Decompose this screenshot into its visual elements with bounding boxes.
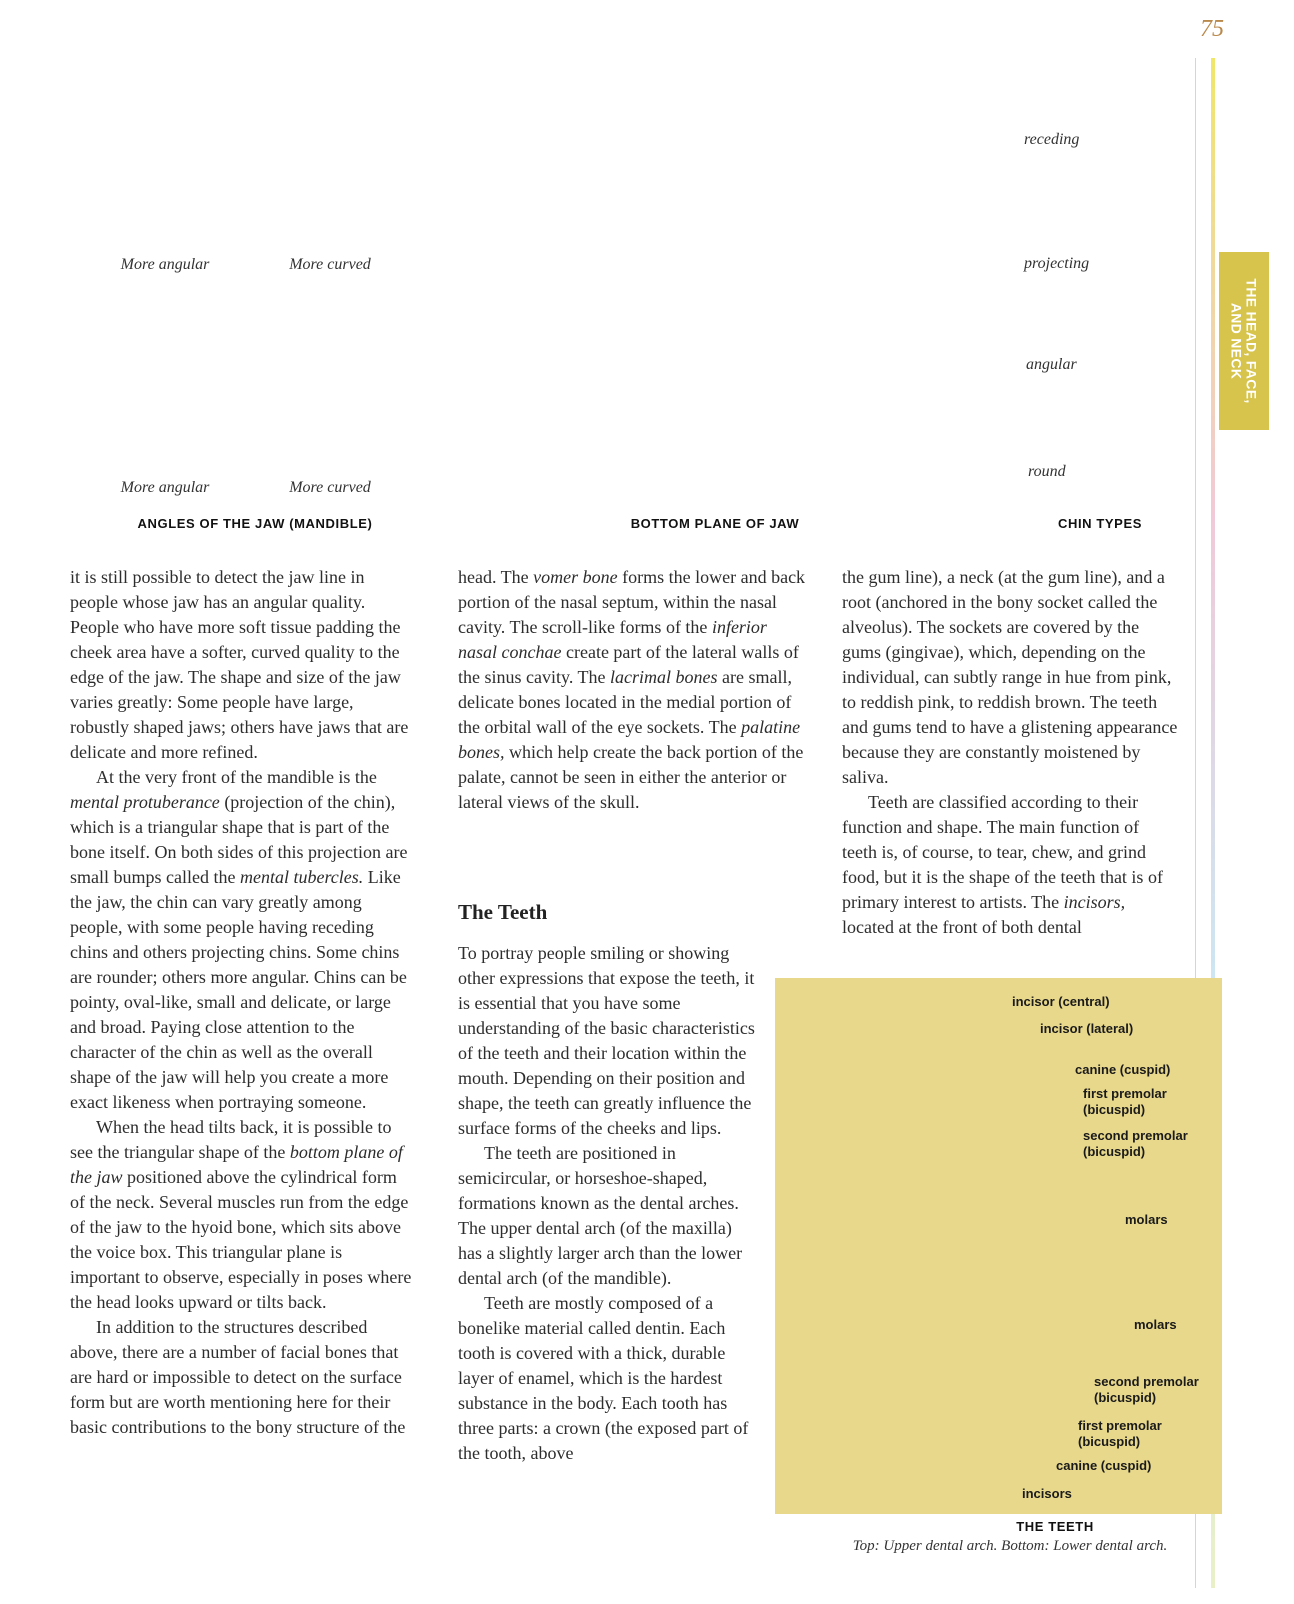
- col1-paragraph-3: When the head tilts back, it is possible to see the triangular shape of the bottom plane of the jaw positioned above the cylindrical form of the neck. Several muscles run from the edge of the jaw to the hyoid bone, which sits above the voice box. This triangular plane is important to observe, especially in poses where the head looks upward or tilts back.: [70, 1117, 412, 1312]
- body-column-3: [842, 565, 1178, 940]
- label-canine-lower: canine (cuspid): [1056, 1458, 1152, 1473]
- section-heading-teeth: The Teeth: [458, 900, 548, 924]
- chin-types-title: CHIN TYPES: [1057, 516, 1142, 531]
- chin-type-projecting: projecting: [1024, 255, 1090, 272]
- arrow-side-angular: [133, 406, 162, 423]
- col3-paragraph-2: Teeth are classified according to their function and shape. The main function of teeth is, of course, to tear, chew, and grind food, but it is the shape of the teeth that is of primary interest to artists. The incisors, located at the front of both dental: [842, 792, 1163, 937]
- label-incisor-central: incisor (central): [1012, 994, 1110, 1009]
- head-side-curved: [266, 300, 395, 470]
- page-number: 75: [1200, 16, 1224, 42]
- jaw-front-curved-label: More curved: [289, 256, 371, 273]
- arrow-front-curved-right: [363, 203, 387, 244]
- teeth-figure-title: THE TEETH: [1016, 1519, 1094, 1534]
- chin-arrow-projecting: [1101, 240, 1126, 252]
- bottom-plane-title: BOTTOM PLANE OF JAW: [630, 516, 800, 531]
- teeth-figure-caption: Top: Upper dental arch. Bottom: Lower dental arch.: [852, 1538, 1168, 1554]
- chin-profile-angular: [1098, 300, 1158, 388]
- jaw-side-curved-label: More curved: [289, 479, 371, 496]
- col2-paragraph-3: The teeth are positioned in semicircular, or horseshoe-shaped, formations known as the dental arches. The upper dental arch (of the maxilla) has a slightly larger arch than the lower dental arch (of the mandible).: [458, 1143, 743, 1288]
- label-first-premolar-lower: first premolar (bicuspid): [1078, 1418, 1162, 1449]
- chin-profile-receding: [1078, 60, 1130, 131]
- label-molars-lower: molars: [1134, 1317, 1177, 1332]
- col1-paragraph-2: At the very front of the mandible is the mental protuberance (projection of the chin), which is a triangular shape that is part of the bone itself. On both sides of this projection are small bumps called the mental tubercles. Like the jaw, the chin can vary greatly among people, with some people having receding chins and others projecting chins. Some chins are rounder; others more angular. Chins can be pointy, oval-like, small and delicate, or large and broad. Paying close attention to the character of the chin as well as the overall shape of the jaw will help you create a more exact likeness when portraying someone.: [70, 767, 408, 1112]
- chin-arrow-round: [1091, 462, 1103, 482]
- jaw-side-angular-label: More angular: [120, 479, 210, 496]
- label-canine-upper: canine (cuspid): [1075, 1062, 1171, 1077]
- body-column-2-lower: [458, 941, 758, 1466]
- chin-arrow-angular: [1091, 350, 1103, 374]
- col1-paragraph-1: it is still possible to detect the jaw line in people whose jaw has an angular quality. People who have more soft tissue padding the cheek area have a softer, curved quality to the edge of the jaw. The shape and size of the jaw varies greatly: Some people have large, robustly shaped jaws; others have jaws that are delicate and more refined.: [70, 567, 409, 762]
- label-second-premolar-lower: second premolar (bicuspid): [1094, 1374, 1199, 1405]
- chin-type-receding: receding: [1024, 131, 1080, 148]
- col3-paragraph-1: the gum line), a neck (at the gum line), and a root (anchored in the bony socket called the alveolus). The sockets are covered by the gums (gingivae), which, depending on the individual, can subtly range in hue from pink, to reddish pink, to reddish brown. The teeth and gums tend to have a glistening appearance because they are constantly moistened by saliva.: [842, 567, 1178, 787]
- label-incisors-lower: incisors: [1022, 1486, 1072, 1501]
- label-molars-upper: molars: [1125, 1212, 1168, 1227]
- chin-type-round: round: [1028, 463, 1066, 480]
- label-incisor-lateral: incisor (lateral): [1040, 1021, 1134, 1036]
- body-column-1: [70, 565, 416, 1440]
- arrow-front-curved-left: [278, 203, 300, 247]
- label-first-premolar-upper: first premolar (bicuspid): [1083, 1086, 1167, 1117]
- head-front-angular: [107, 71, 213, 243]
- label-second-premolar-upper: second premolar (bicuspid): [1083, 1128, 1188, 1159]
- jaw-figure-title: ANGLES OF THE JAW (MANDIBLE): [137, 516, 373, 531]
- chin-profile-round: [1098, 408, 1160, 490]
- chin-type-angular: angular: [1026, 356, 1077, 373]
- body-column-2: [458, 565, 810, 815]
- section-tab-label: THE HEAD, FACE, AND NECK: [1229, 278, 1261, 404]
- jaw-front-angular-label: More angular: [120, 256, 210, 273]
- arrow-front-angular-left: [98, 195, 110, 215]
- head-side-angular: [106, 300, 235, 470]
- section-tab[interactable]: [1219, 252, 1269, 430]
- col2-paragraph-1: head. The vomer bone forms the lower and back portion of the nasal septum, within the nasal cavity. The scroll-like forms of the inferior nasal conchae create part of the lateral walls of the sinus cavity. The lacrimal bones are small, delicate bones located in the medial portion of the orbital wall of the eye sockets. The palatine bones, which help create the back portion of the palate, cannot be seen in either the anterior or lateral views of the skull.: [458, 567, 806, 812]
- col2-paragraph-2: To portray people smiling or showing other expressions that expose the teeth, it is essential that you have some understanding of the basic characteristics of the teeth and their location within the mouth. Depending on their position and shape, the teeth can greatly influence the surface forms of the cheeks and lips.: [458, 943, 755, 1138]
- arrow-side-curved: [295, 384, 337, 430]
- arrow-front-angular-low: [118, 219, 135, 242]
- head-front-angular-cranium: [106, 66, 214, 190]
- col1-paragraph-4: In addition to the structures described above, there are a number of facial bones that are hard or impossible to detect on the surface form but are worth mentioning here for their basic contributions to the bony structure of the: [70, 1317, 406, 1437]
- col2-paragraph-4: Teeth are mostly composed of a bonelike material called dentin. Each tooth is covered with a thick, durable layer of enamel, which is the hardest substance in the body. Each tooth has three parts: a crown (the exposed part of the tooth, above: [458, 1293, 749, 1463]
- head-front-curved: [268, 66, 372, 190]
